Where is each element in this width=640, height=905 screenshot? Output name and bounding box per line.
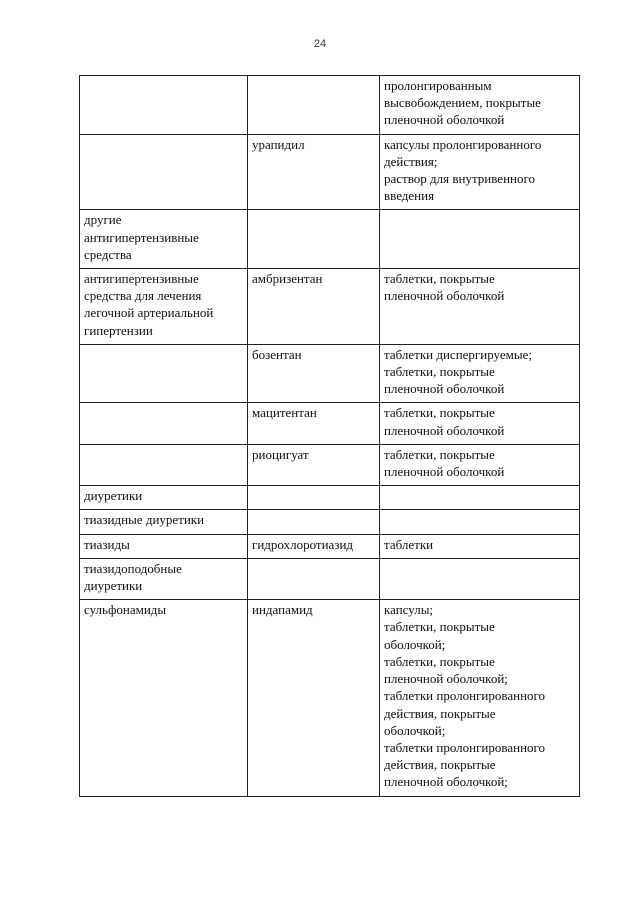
page-number: 24 (313, 38, 327, 50)
table-row (80, 210, 580, 269)
table-row (80, 510, 580, 534)
form-cell: капсулы; таблетки, покрытые оболочкой; таблетки, покрытые пленочной оболочкой; таблетки пролонгированного действия, покрытые оболочкой; таблетки пролонгированного действия, покрытые пленочной оболочкой; (380, 600, 580, 796)
form-cell (380, 558, 580, 599)
group-cell: антигипертензивные средства для лечения легочной артериальной гипертензии (80, 269, 248, 345)
form-cell: пролонгированным высвобождением, покрытые пленочной оболочкой (380, 76, 580, 135)
group-cell: другие антигипертензивные средства (80, 210, 248, 269)
table-row (80, 534, 580, 558)
group-cell: тиазидоподобные диуретики (80, 558, 248, 599)
table-row (80, 134, 580, 210)
table-row (80, 600, 580, 796)
group-cell (80, 134, 248, 210)
form-cell (380, 210, 580, 269)
drug-cell: мацитентан (248, 403, 380, 444)
group-cell (80, 76, 248, 135)
group-cell: тиазидные диуретики (80, 510, 248, 534)
drug-cell (248, 210, 380, 269)
table-row (80, 269, 580, 345)
form-cell: капсулы пролонгированного действия; раствор для внутривенного введения (380, 134, 580, 210)
group-cell (80, 344, 248, 403)
drug-cell: амбризентан (248, 269, 380, 345)
drug-cell (248, 486, 380, 510)
form-cell (380, 510, 580, 534)
table-row (80, 344, 580, 403)
table-row (80, 76, 580, 135)
table-row (80, 558, 580, 599)
form-cell: таблетки, покрытые пленочной оболочкой (380, 403, 580, 444)
drug-cell: урапидил (248, 134, 380, 210)
drug-cell (248, 558, 380, 599)
drug-cell: гидрохлоротиазид (248, 534, 380, 558)
form-cell: таблетки, покрытые пленочной оболочкой (380, 444, 580, 485)
drug-cell (248, 76, 380, 135)
table-row (80, 444, 580, 485)
form-cell (380, 486, 580, 510)
form-cell: таблетки диспергируемые; таблетки, покрытые пленочной оболочкой (380, 344, 580, 403)
drug-cell: бозентан (248, 344, 380, 403)
group-cell (80, 403, 248, 444)
form-cell: таблетки, покрытые пленочной оболочкой (380, 269, 580, 345)
drug-classification-table (79, 75, 580, 797)
table-row (80, 486, 580, 510)
group-cell (80, 444, 248, 485)
group-cell: диуретики (80, 486, 248, 510)
group-cell: сульфонамиды (80, 600, 248, 796)
table-row (80, 403, 580, 444)
form-cell: таблетки (380, 534, 580, 558)
group-cell: тиазиды (80, 534, 248, 558)
drug-cell: риоцигуат (248, 444, 380, 485)
drug-cell: индапамид (248, 600, 380, 796)
drug-cell (248, 510, 380, 534)
